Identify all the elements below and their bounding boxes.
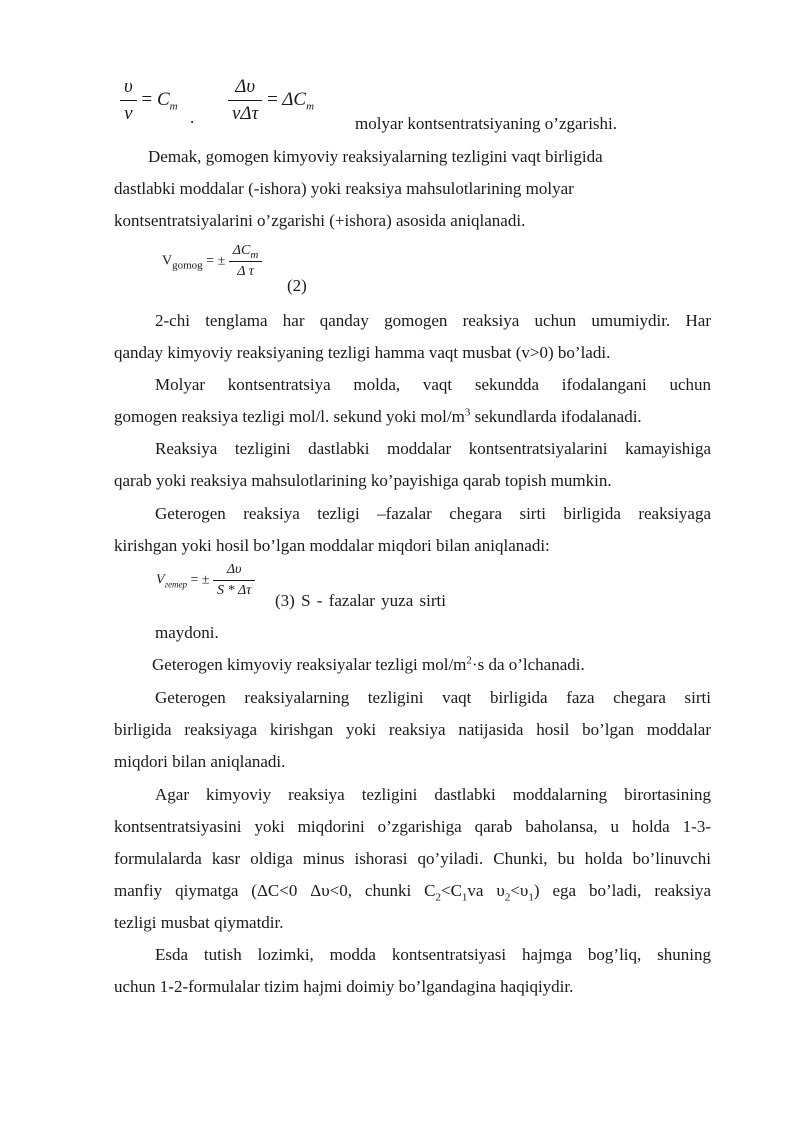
superscript: 3 [464,406,471,419]
fraction [229,243,263,280]
numerator-text: ΔC [232,243,251,258]
equals-sign: = [141,88,153,110]
paragraph-line: dastlabki moddalar (-ishora) yoki reaksiya mahsulotlarining molyar [114,179,574,198]
paragraph-line: miqdori bilan aniqlanadi. [114,752,286,771]
paragraph-line: Demak, gomogen kimyoviy reaksiyalarning tezligini vaqt birligida [148,147,603,166]
paragraph-line: Molyar kontsentratsiya molda, vaqt sekundda ifodalangani uchun [155,375,711,394]
paragraph-line: Geterogen reaksiyalarning tezligini vaqt birligida faza chegara sirti [155,688,711,707]
paragraph-line: qarab yoki reaksiya mahsulotlarining ko’payishiga qarab topish mumkin. [114,471,612,490]
text-span: ·s da o’lchanadi. [471,655,585,674]
formula1-dot: . [190,108,195,127]
fraction [120,76,137,125]
equation-number-with-note: (3) S - fazalar yuza sirti [275,591,446,610]
text-span: manfiy qiymatga (ΔC<0 Δυ<0, chunki C [114,881,436,900]
formula-heterogeneous-rate [156,562,255,599]
paragraph-line [114,407,642,427]
formula-concentration-change [228,76,314,125]
subscript: 2 [435,891,441,904]
fraction-numerator: Δυ [228,76,262,101]
paragraph-line: maydoni. [155,623,219,642]
paragraph-line [152,655,585,675]
equation-number: (2) [287,276,307,295]
paragraph-line: kontsentratsiyalarini o’zgarishi (+ishora) asosida aniqlanadi. [114,211,526,230]
paragraph-line: Geterogen reaksiya tezligi –fazalar chegara sirti birligida reaksiyaga [155,504,711,523]
numerator-subscript: m [250,248,259,261]
equals-plus-minus: = ± [206,253,226,269]
fraction-numerator [229,243,263,262]
fraction-denominator: vΔτ [232,103,259,124]
paragraph-line: Agar kimyoviy reaksiya tezligini dastlabki moddalarning birortasining [155,785,711,804]
fraction-numerator: Δυ [213,562,255,581]
superscript: 2 [466,654,472,667]
formula-lhs-subscript: gomog [172,259,203,272]
text-span: <υ [510,881,529,900]
formula-molar-concentration [120,76,178,125]
text-span: sekundlarda ifodalanadi. [470,407,642,426]
fraction-numerator: υ [120,76,137,101]
paragraph-line: uchun 1-2-formulalar tizim hajmi doimiy bo’lgandagina haqiqiydir. [114,977,574,996]
formula1-caption: molyar kontsentratsiyaning o’zgarishi. [355,114,618,133]
formula-rhs-subscript: m [169,100,178,113]
text-span: <C [440,881,462,900]
paragraph-line: kirishgan yoki hosil bo’lgan moddalar miqdori bilan aniqlanadi: [114,536,550,555]
formula-rhs: C [156,88,170,110]
paragraph-line: tezligi musbat qiymatdir. [114,913,284,932]
fraction [228,76,262,125]
subscript: 2 [504,891,511,904]
paragraph-line: Esda tutish lozimki, modda kontsentratsiyasi hajmga bog’liq, shuning [155,945,711,964]
fraction [213,562,255,599]
subscript: 1 [528,891,534,904]
text-span: Geterogen kimyoviy reaksiyalar tezligi mol/m [152,655,467,674]
text-span: va υ [467,881,505,900]
formula-rhs-subscript: m [306,100,315,113]
formula-lhs: V [156,572,165,588]
subscript: 1 [461,891,468,904]
paragraph-line: formulalarda kasr oldiga minus ishorasi qo’yiladi. Chunki, bu holda bo’linuvchi [114,849,711,868]
formula-rhs: ΔC [282,88,307,110]
equals-plus-minus: = ± [190,572,210,588]
text-span: ) ega bo’ladi, reaksiya [533,881,711,900]
paragraph-line: 2-chi tenglama har qanday gomogen reaksiya uchun umumiydir. Har [155,311,711,330]
equals-sign: = [267,88,278,110]
formula-lhs: V [162,253,173,269]
paragraph-line: kontsentratsiyasini yoki miqdorini o’zgarishiga qarab baholansa, u holda 1-3- [114,817,711,836]
fraction-denominator: Δ τ [237,264,254,279]
paragraph-line: Reaksiya tezligini dastlabki moddalar kontsentratsiyalarini kamayishiga [155,439,711,458]
paragraph-line: qanday kimyoviy reaksiyaning tezligi hamma vaqt musbat (v>0) bo’ladi. [114,343,611,362]
fraction-denominator: S * Δτ [217,583,252,598]
formula-homogeneous-rate [162,243,262,280]
formula-lhs-subscript: гетер [164,579,187,590]
paragraph-line: birligida reaksiyaga kirishgan yoki reaksiya natijasida hosil bo’lgan moddalar [114,720,711,739]
paragraph-line [114,881,711,904]
text-span: gomogen reaksiya tezligi mol/l. sekund yoki mol/m [114,407,465,426]
fraction-denominator: v [124,103,133,124]
